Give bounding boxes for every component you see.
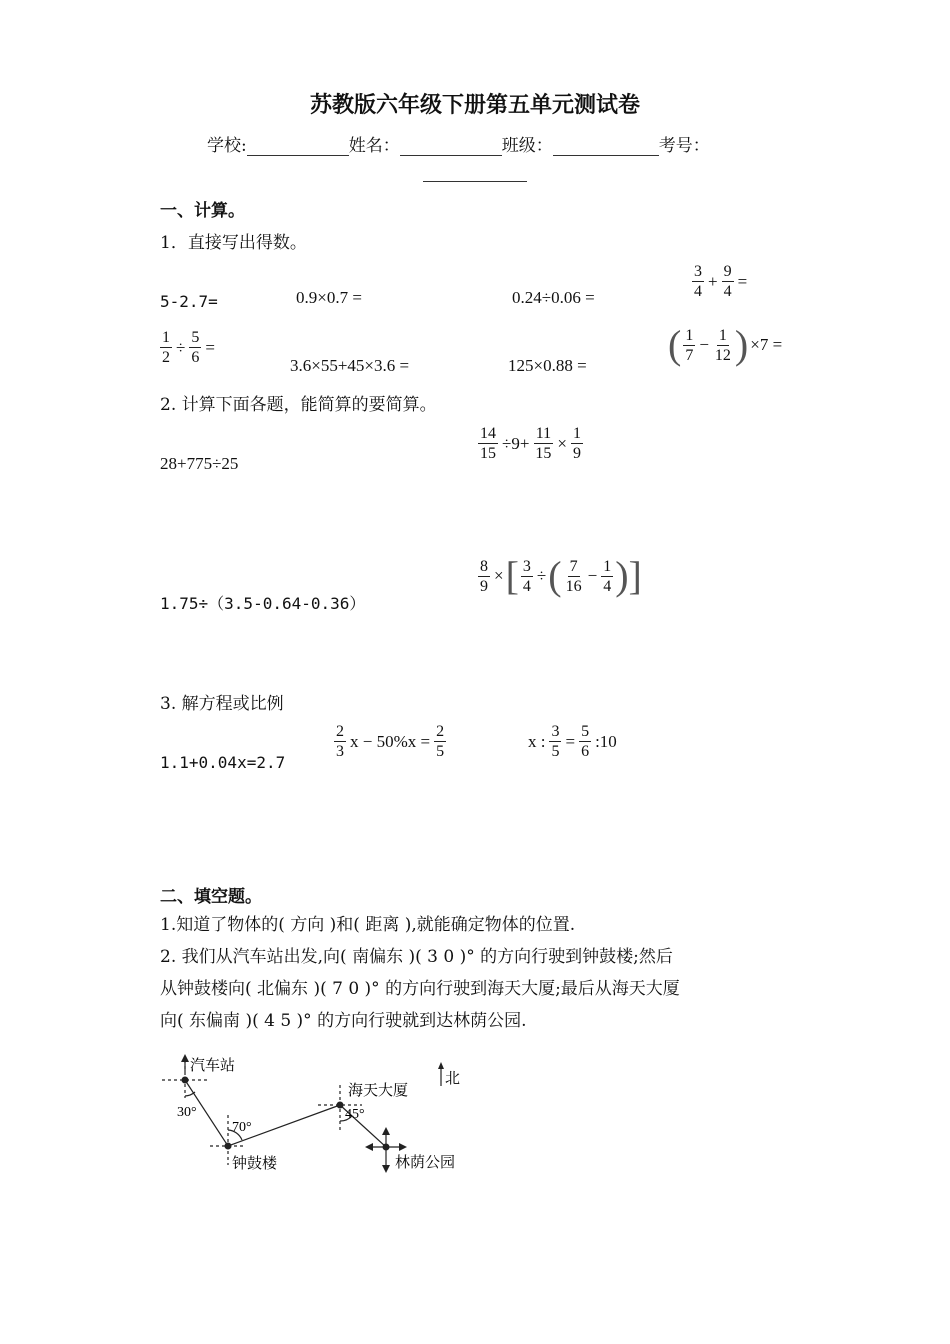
q2-item-d: $\frac{8}{9}$ ×[ $\frac{3}{4}$ ÷( $\frac{7}{16}$ − $\frac{1}{4}$ )] bbox=[480, 553, 642, 598]
route-diagram bbox=[150, 1050, 490, 1180]
q1-item-d: $\frac{3}{4}$ + $\frac{9}{4}$ = bbox=[694, 263, 748, 300]
angle-45-label: 45° bbox=[345, 1107, 365, 1122]
fraction: $\frac{14}{15}$ bbox=[480, 425, 496, 462]
class-label: 班级： bbox=[501, 136, 553, 156]
student-info-line bbox=[207, 131, 710, 156]
fraction: $\frac{5}{6}$ bbox=[191, 329, 200, 366]
fraction: $\frac{3}{4}$ bbox=[694, 263, 702, 300]
q1-item-c: 0.24÷0.06 = bbox=[512, 288, 595, 307]
q1-item-e: $\frac{1}{2}$ ÷ $\frac{5}{6}$ = bbox=[162, 329, 215, 366]
fraction: $\frac{7}{16}$ bbox=[565, 557, 582, 595]
s2-q2-line1: 2. 我们从汽车站出发,向( 南偏东 )( 3 0 )° 的方向行驶到钟鼓楼;然后 bbox=[160, 947, 673, 967]
park-label: 林荫公园 bbox=[395, 1153, 456, 1171]
north-label: 北 bbox=[445, 1069, 461, 1087]
exam-no-blank[interactable] bbox=[423, 163, 527, 182]
bell-tower-label: 钟鼓楼 bbox=[232, 1154, 278, 1172]
q1-item-g: 125×0.88 = bbox=[508, 356, 587, 375]
s2-q2-line2: 从钟鼓楼向( 北偏东 )( 7 0 )° 的方向行驶到海天大厦;最后从海天大厦 bbox=[160, 979, 680, 999]
fraction: $\frac{3}{5}$ bbox=[551, 723, 560, 760]
name-label: 姓名： bbox=[348, 136, 400, 156]
q1-item-h: ( $\frac{1}{7}$ − $\frac{1}{12}$ ) ×7 = bbox=[668, 322, 783, 367]
q2-label: 2. 计算下面各题，能简算的要简算。 bbox=[160, 395, 437, 415]
page-title: 苏教版六年级下册第五单元测试卷 bbox=[309, 93, 640, 118]
bus-station-label: 汽车站 bbox=[190, 1056, 236, 1074]
fraction: $\frac{1}{4}$ bbox=[603, 557, 612, 595]
fraction: $\frac{1}{12}$ bbox=[714, 326, 731, 364]
exam-no-label: 考号： bbox=[658, 136, 710, 156]
fraction: $\frac{1}{7}$ bbox=[685, 326, 694, 364]
class-blank[interactable] bbox=[553, 137, 659, 156]
fraction: $\frac{1}{9}$ bbox=[573, 425, 582, 462]
q1-item-b: 0.9×0.7 = bbox=[296, 288, 362, 307]
q3-item-c: x : $\frac{3}{5}$ = $\frac{5}{6}$ :10 bbox=[528, 723, 617, 760]
fraction: $\frac{3}{4}$ bbox=[522, 557, 531, 595]
q3-label: 3. 解方程或比例 bbox=[160, 694, 284, 714]
school-label: 学校: bbox=[207, 136, 247, 156]
fraction: $\frac{2}{3}$ bbox=[336, 723, 344, 760]
angle-70-label: 70° bbox=[232, 1120, 252, 1135]
fraction: $\frac{1}{2}$ bbox=[162, 329, 170, 366]
fraction: $\frac{5}{6}$ bbox=[581, 723, 590, 760]
q3-item-b: $\frac{2}{3}$ x − 50%x = $\frac{2}{5}$ bbox=[336, 723, 445, 760]
fraction: $\frac{11}{15}$ bbox=[535, 425, 552, 462]
q2-item-c: 1.75÷（3.5-0.64-0.36） bbox=[160, 594, 366, 613]
q1-item-f: 3.6×55+45×3.6 = bbox=[290, 356, 410, 375]
section2-heading: 二、填空题。 bbox=[160, 887, 262, 907]
q3-item-a: 1.1+0.04x=2.7 bbox=[160, 753, 286, 772]
section1-heading: 一、计算。 bbox=[160, 201, 245, 221]
s2-q2-line3: 向( 东偏南 )( 4 5 )° 的方向行驶就到达林荫公园. bbox=[160, 1011, 527, 1031]
fraction: $\frac{2}{5}$ bbox=[436, 723, 445, 760]
haitian-label: 海天大厦 bbox=[348, 1081, 409, 1099]
fraction: $\frac{9}{4}$ bbox=[723, 263, 732, 300]
s2-q1: 1.知道了物体的( 方向 )和( 距离 ),就能确定物体的位置. bbox=[160, 915, 576, 935]
q1-item-a: 5-2.7= bbox=[160, 292, 218, 311]
q1-label: 1．直接写出得数。 bbox=[160, 233, 307, 253]
name-blank[interactable] bbox=[400, 137, 502, 156]
fraction: $\frac{8}{9}$ bbox=[480, 557, 488, 595]
school-blank[interactable] bbox=[247, 137, 349, 156]
q2-item-a: 28+775÷25 bbox=[160, 454, 239, 473]
q2-item-b: $\frac{14}{15}$ ÷9+ $\frac{11}{15}$ × $\frac{1}{9}$ bbox=[480, 425, 582, 462]
angle-30-label: 30° bbox=[177, 1105, 197, 1120]
